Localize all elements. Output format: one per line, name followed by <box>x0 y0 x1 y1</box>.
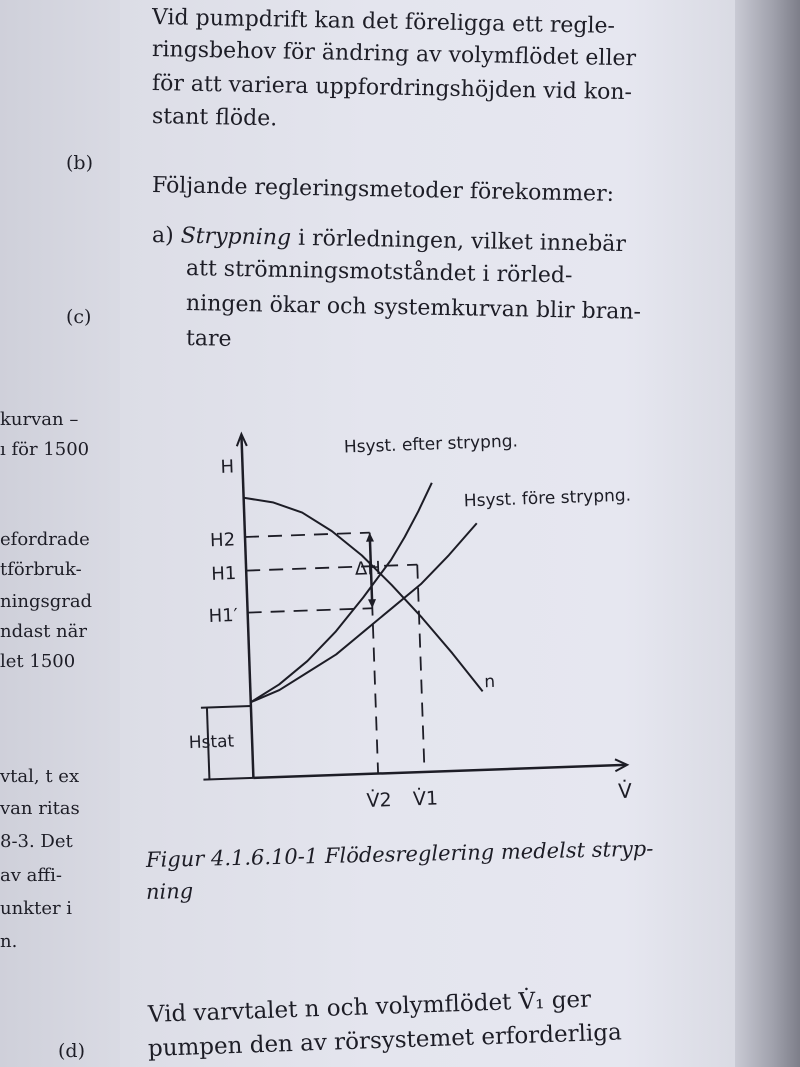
left-fragment: efordrade <box>0 529 90 550</box>
body-line: Vid pumpdrift kan det föreligga ett regle- <box>151 5 616 39</box>
list-marker: a) <box>151 223 174 249</box>
bottom-line: pumpen den av rörsystemet erforderliga <box>147 1019 623 1062</box>
body-line: att strömningsmotståndet i rörled- <box>185 256 573 289</box>
left-fragment: n. <box>0 931 18 952</box>
delta-h-arrowhead-top <box>366 532 374 541</box>
system-before-label: Hsyst. före strypng. <box>463 485 632 512</box>
body-line: Följande regleringsmetoder förekommer: <box>151 173 615 207</box>
pump-curve-n <box>244 490 483 700</box>
body-line: tare <box>185 326 232 352</box>
v2-label: V̇2 <box>366 789 392 812</box>
emphasis-term: Strypning <box>180 223 292 251</box>
marker-d: (d) <box>58 1040 85 1062</box>
body-line: för att variera uppfordringshöjden vid kon- <box>151 71 633 106</box>
system-curve-before <box>245 523 483 702</box>
figure-chart <box>150 420 690 820</box>
h1-guide-line <box>246 565 417 571</box>
y-axis-label: H <box>220 456 235 478</box>
left-fragment: ı för 1500 <box>0 439 90 460</box>
left-fragment: let 1500 <box>0 651 76 672</box>
left-fragment: unkter i <box>0 898 73 919</box>
left-fragment: av affi- <box>0 865 62 886</box>
h1prime-label: H1′ <box>208 604 239 627</box>
pump-curve-label: n <box>483 671 496 693</box>
delta-h-label: ΔH <box>354 557 382 580</box>
x-axis <box>253 765 625 778</box>
delta-h-arrowhead-bottom <box>368 599 376 608</box>
left-fragment: vtal, t ex <box>0 766 80 787</box>
v1-label: V̇1 <box>412 787 439 811</box>
h1-label: H1 <box>210 562 237 585</box>
h2-label: H2 <box>209 529 236 552</box>
bottom-line: Vid varvtalet n och volymflödet V̇₁ ger <box>147 986 592 1028</box>
system-after-label: Hsyst. efter strypng. <box>343 431 519 458</box>
left-fragment: ningsgrad <box>0 591 93 612</box>
h2-guide-line <box>245 533 370 537</box>
hstat-label: Hstat <box>188 731 235 754</box>
hstat-tick-top <box>201 706 251 708</box>
marker-b: (b) <box>66 152 93 174</box>
left-fragment: 8-3. Det <box>0 831 73 852</box>
body-line: ningen ökar och systemkurvan blir bran- <box>185 291 642 325</box>
hstat-tick-bottom <box>203 778 253 780</box>
v1-guide-line <box>417 565 424 772</box>
figure-caption-line1: Figur 4.1.6.10-1 Flödesreglering medelst stryp- <box>145 836 654 872</box>
y-axis <box>241 436 253 778</box>
x-axis-label: V̇ <box>617 778 633 804</box>
body-line: stant flöde. <box>151 104 278 132</box>
body-line: ringsbehov för ändring av volymflödet eller <box>151 37 637 72</box>
left-fragment: van ritas <box>0 798 80 819</box>
marker-c: (c) <box>66 306 92 328</box>
left-fragment: tförbruk- <box>0 559 82 580</box>
figure-caption-line2: ning <box>145 878 194 904</box>
list-text: i rörledningen, vilket innebär <box>290 225 627 258</box>
page-shadow <box>735 0 800 1067</box>
left-fragment: kurvan – <box>0 409 79 430</box>
left-fragment: ndast när <box>0 621 87 642</box>
